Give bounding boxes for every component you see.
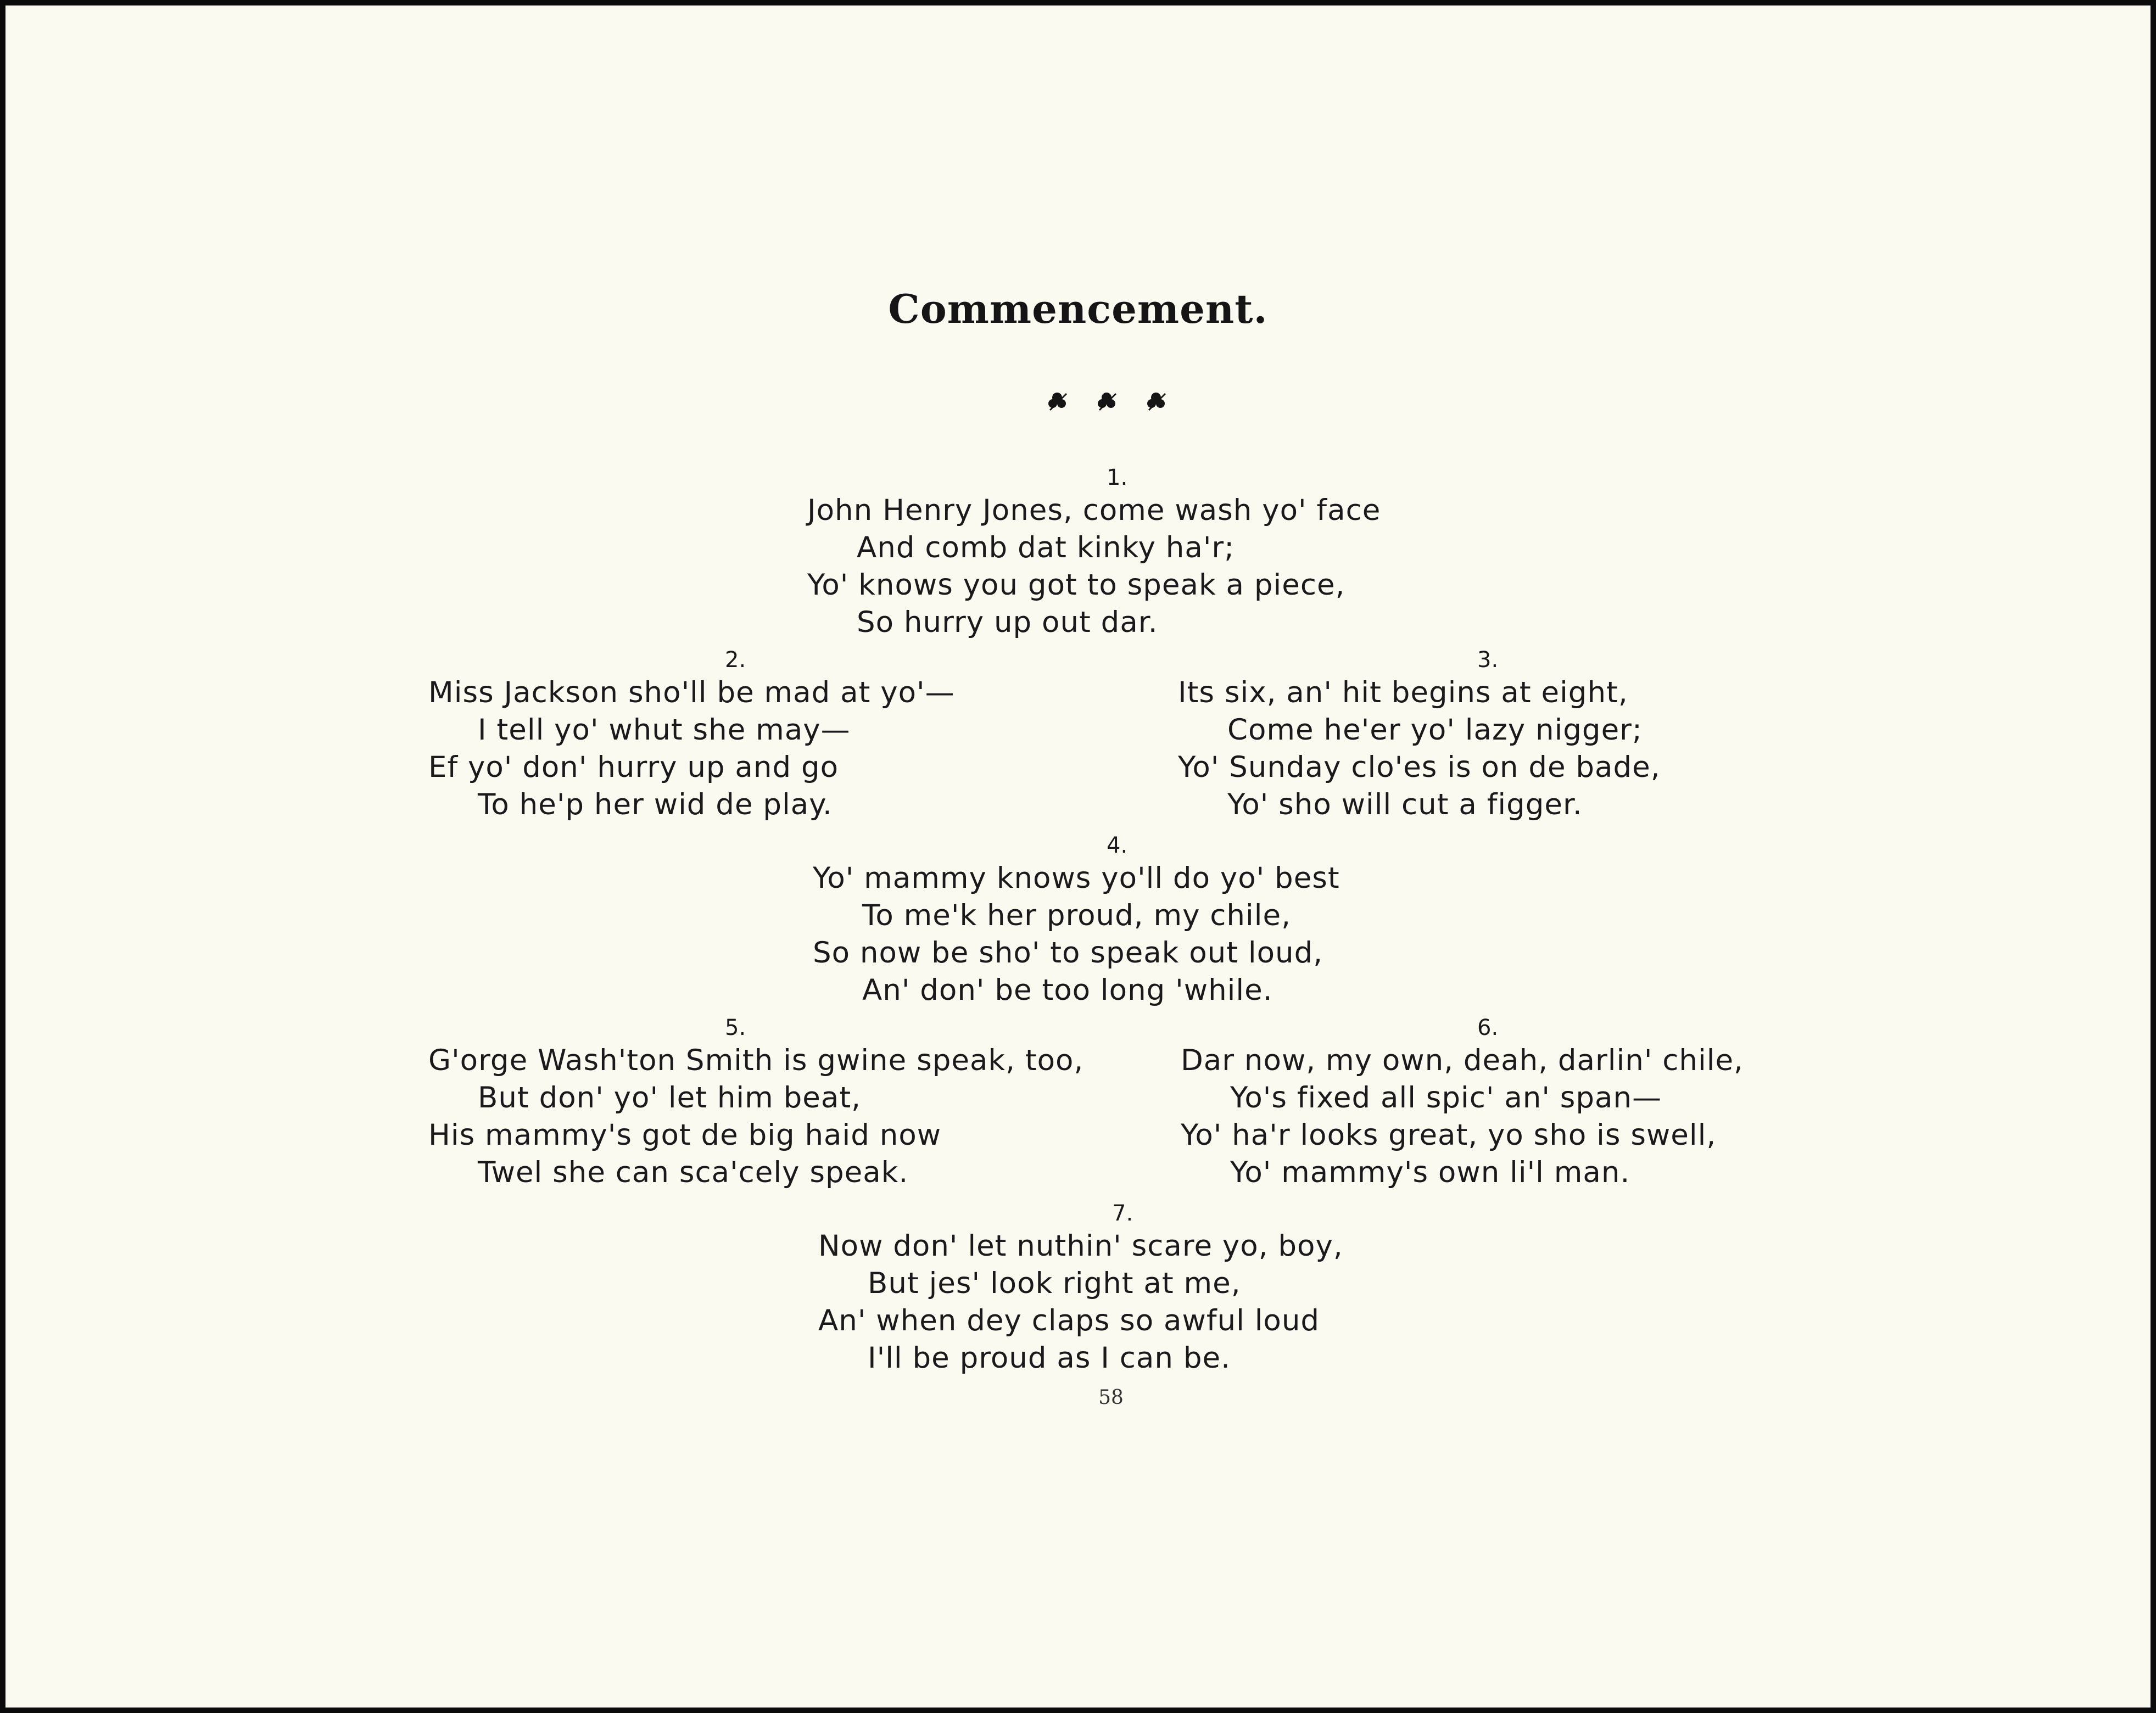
stanza-line: Miss Jackson sho'll be mad at yo'— — [428, 676, 955, 709]
stanza-7 — [818, 1202, 1477, 1384]
stanza-line: Ef yo' don' hurry up and go — [428, 751, 839, 784]
stanza-number: 4. — [1107, 833, 1128, 858]
stanza-line: Yo' Sunday clo'es is on de bade, — [1178, 751, 1661, 784]
stanza-line: Twel she can sca'cely speak. — [478, 1156, 909, 1189]
poem-title: Commencement. — [888, 286, 1268, 332]
stanza-line: Yo' knows you got to speak a piece, — [807, 568, 1345, 602]
stanza-line: An' don' be too long 'while. — [862, 973, 1273, 1007]
stanza-line: Dar now, my own, deah, darlin' chile, — [1181, 1044, 1744, 1077]
stanza-line: His mammy's got de big haid now — [428, 1118, 942, 1152]
fleuron-ornaments-icon — [1041, 384, 1172, 417]
stanza-line: Yo's fixed all spic' an' span— — [1230, 1081, 1662, 1115]
stanza-1 — [807, 467, 1466, 648]
stanza-line: Yo' sho will cut a figger. — [1227, 788, 1583, 821]
stanza-line: To me'k her proud, my chile, — [862, 899, 1291, 932]
page-number: 58 — [1098, 1386, 1124, 1409]
stanza-line: Come he'er yo' lazy nigger; — [1227, 713, 1643, 747]
stanza-line: So hurry up out dar. — [857, 606, 1158, 639]
stanza-5 — [428, 1017, 1142, 1198]
stanza-line: I'll be proud as I can be. — [868, 1341, 1231, 1375]
stanza-number: 7. — [1112, 1201, 1133, 1226]
stanza-number: 1. — [1107, 465, 1128, 490]
stanza-line: So now be sho' to speak out loud, — [813, 936, 1323, 970]
stanza-4 — [813, 835, 1472, 1016]
poem-page — [5, 5, 2151, 1708]
stanza-number: 5. — [725, 1015, 746, 1040]
stanza-6 — [1181, 1017, 1840, 1198]
stanza-line: Yo' ha'r looks great, yo sho is swell, — [1181, 1118, 1717, 1152]
stanza-line: G'orge Wash'ton Smith is gwine speak, too, — [428, 1044, 1084, 1077]
stanza-line: But don' yo' let him beat, — [478, 1081, 861, 1115]
stanza-line: Yo' mammy knows yo'll do yo' best — [813, 861, 1340, 895]
stanza-3 — [1178, 649, 1809, 830]
stanza-line: I tell yo' whut she may— — [478, 713, 851, 747]
stanza-2 — [428, 649, 1060, 830]
stanza-line: To he'p her wid de play. — [478, 788, 833, 821]
stanza-line: Now don' let nuthin' scare yo, boy, — [818, 1229, 1343, 1263]
stanza-number: 6. — [1477, 1015, 1499, 1040]
stanza-line: Yo' mammy's own li'l man. — [1230, 1156, 1630, 1189]
stanza-line: But jes' look right at me, — [868, 1267, 1241, 1300]
stanza-line: Its six, an' hit begins at eight, — [1178, 676, 1628, 709]
stanza-line: John Henry Jones, come wash yo' face — [807, 494, 1381, 527]
stanza-number: 2. — [725, 647, 746, 673]
stanza-line: And comb dat kinky ha'r; — [857, 531, 1235, 564]
stanza-line: An' when dey claps so awful loud — [818, 1304, 1320, 1337]
stanza-number: 3. — [1477, 647, 1499, 673]
